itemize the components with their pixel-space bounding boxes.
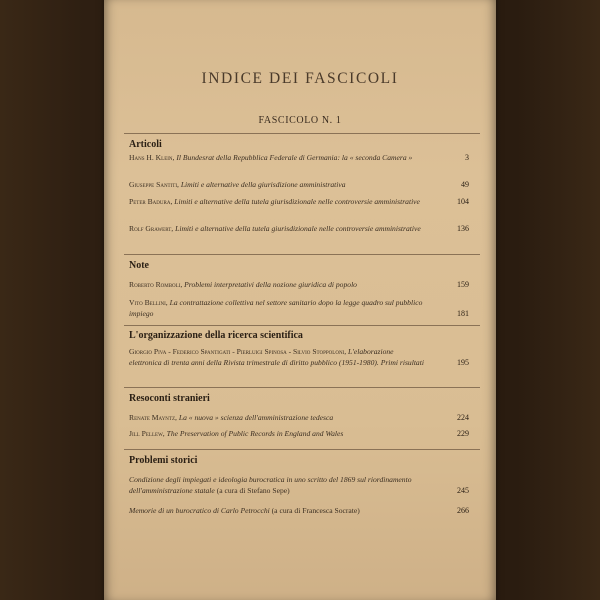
entry-author: Roberto Romboli, (129, 280, 183, 289)
toc-entry (129, 196, 469, 207)
section-rule (124, 325, 480, 326)
section-heading-storici: Problemi storici (129, 455, 198, 466)
entry-title: Condizione degli impiegati e ideologia burocratica in uno scritto del 1869 sul riordinamento dell'amministrazione statale (129, 475, 412, 496)
issue-heading: FASCICOLO N. 1 (258, 115, 342, 126)
entry-editor: (a cura di Stefano Sepe) (216, 486, 290, 496)
toc-entry (129, 223, 469, 234)
section-rule (124, 254, 480, 255)
entry-page: 195 (457, 358, 469, 368)
toc-entry (129, 412, 469, 423)
entry-author: Peter Badura, (129, 197, 173, 206)
toc-entry (129, 297, 469, 319)
section-heading-note: Note (129, 260, 149, 271)
entry-title: Limiti e alternative della giurisdizione amministrativa (180, 180, 346, 189)
section-rule (124, 449, 480, 450)
toc-entry (129, 428, 469, 439)
entry-page: 224 (457, 413, 469, 422)
toc-entry (129, 346, 469, 368)
entry-title: Limiti e alternative della tutela giurisdizionale nelle controversie amministrative (175, 224, 421, 233)
entry-page: 245 (457, 486, 469, 496)
entry-author: Renate Mayntz, (129, 413, 177, 422)
entry-author: Giuseppe Santiti, (129, 180, 179, 189)
entry-page: 136 (457, 224, 469, 233)
entry-title: Limiti e alternative della tutela giurisdizionale nelle controversie amministrative (174, 197, 420, 206)
toc-entry (129, 505, 469, 516)
toc-entry (129, 279, 469, 290)
entry-author: Rolf Grawert, (129, 224, 174, 233)
entry-author: Jill Pellew, (129, 429, 165, 438)
toc-entry (129, 474, 469, 496)
section-rule (124, 133, 480, 134)
section-heading-articoli: Articoli (129, 139, 162, 150)
entry-title: Memorie di un burocratico di Carlo Petrocchi (129, 506, 270, 515)
section-heading-ricerca: L'organizzazione della ricerca scientifica (129, 330, 303, 341)
entry-author: Hans H. Klein, (129, 153, 175, 162)
entry-page: 181 (457, 309, 469, 319)
entry-page: 229 (457, 429, 469, 438)
section-rule (124, 387, 480, 388)
entry-title: L'elaborazione elettronica di trenta anni della Rivista trimestrale di diritto pubblico (1951-1980). Primi risultati (129, 347, 424, 368)
entry-editor: (a cura di Francesca Socrate) (271, 506, 360, 515)
entry-title: Il Bundesrat della Repubblica Federale di Germania: la « seconda Camera » (176, 153, 413, 162)
toc-entry (129, 152, 469, 163)
entry-page: 3 (465, 153, 469, 162)
entry-title: La contrattazione collettiva nel settore sanitario dopo la legge quadro sul pubblico impiego (129, 298, 423, 319)
page-title: INDICE DEI FASCICOLI (201, 70, 399, 87)
entry-title: La « nuova » scienza dell'amministrazione tedesca (178, 413, 334, 422)
entry-page: 266 (457, 506, 469, 515)
entry-page: 104 (457, 197, 469, 206)
entry-title: Problemi interpretativi della nozione giuridica di popolo (184, 280, 357, 289)
entry-page: 49 (461, 180, 469, 189)
entry-author: Vito Bellini, (129, 298, 168, 307)
entry-author: Giorgio Piva - Federico Spantigati - Pierluigi Spinosa - Silvio Stoppoloni, (129, 347, 347, 356)
toc-entry (129, 179, 469, 190)
entry-title: The Preservation of Public Records in England and Wales (166, 429, 344, 438)
section-heading-resoconti: Resoconti stranieri (129, 393, 210, 404)
entry-page: 159 (457, 280, 469, 289)
book-page (104, 0, 496, 600)
